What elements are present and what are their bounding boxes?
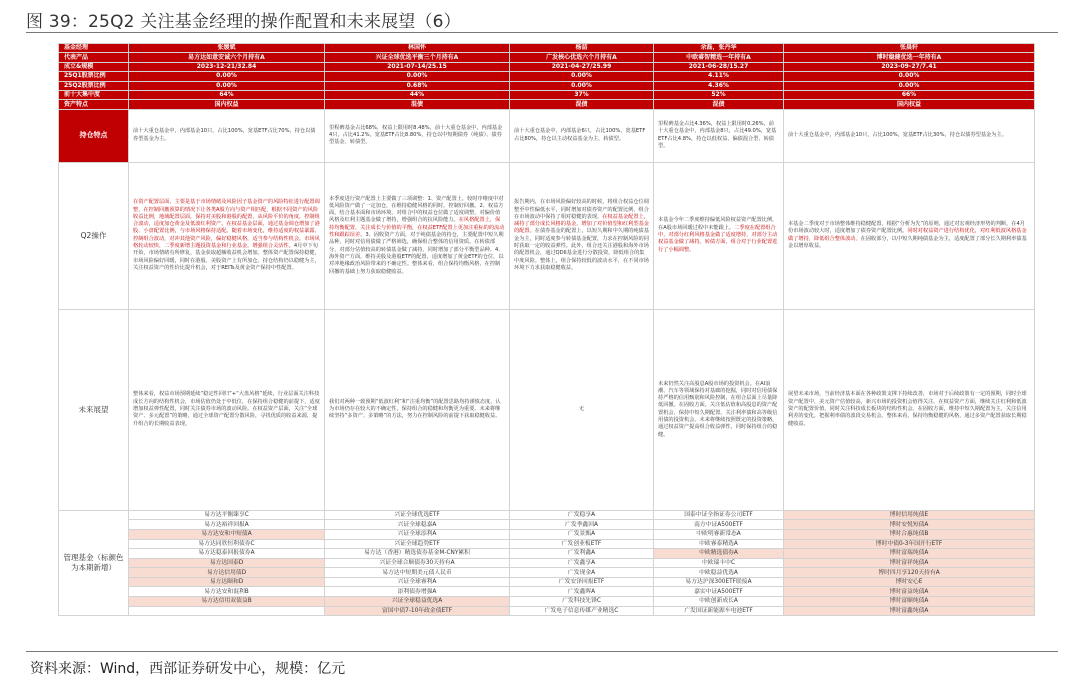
asset-feature-5: 国内权益 <box>784 100 1035 109</box>
managed-fund-2: 兴证全球睿利A <box>325 577 510 587</box>
figure-title: 图 39：25Q2 关注基金经理的操作配置和未来展望（6） <box>26 12 461 32</box>
asset-feature-3: 混债 <box>510 100 654 109</box>
bottom-divider <box>26 651 1058 652</box>
managed-fund-1: 易方达信用双债益B <box>129 597 325 607</box>
holding-feature-4: 里程碑基金占比4.36%，权益上限用时0.26%，前十大重仓基金中，内部基金8只，占比49.0%，宽基ETF占比4.8%，持仓以低权益、偏债混合型、转债型。 <box>654 109 784 162</box>
managed-fund-3: 广发鑫晖A <box>510 587 654 597</box>
manager-name-4: 余磊，张丹华 <box>654 44 784 53</box>
managed-fund-3: 广发景甄A <box>510 529 654 539</box>
outlook-2: 我们对两种一致预期“低波红利”和“注重均衡”的配置思路均持谨慎态度，认为市场仍存在较大的不确定性，保持组合的稳健和均衡更为重要。未来将继续坚持“多资产、多策略”的方法，努力在控制风险的前提下获取稳健收益。 <box>325 309 510 510</box>
q2-operation-text: 3、固收资产方面，对于纯债基金的持仓，主要配置中短久期品种，同时对信用债做了严格筛选，确保组合整体的信用资质。在转债部分，对部分估值较高的转债基金做了减持，同时增加了部分平衡型品种。4、海外资产方面，维持美股及港股ETF的配置，适度增加了黄金ETF的仓位，以对冲地缘政治风险带来的不确定性。整体来看，组合保持均衡风格，在控制回撤的基础上努力获取稳健收益。 <box>329 232 504 275</box>
outlook-3: 无 <box>510 309 654 510</box>
manager-name-3: 杨喆 <box>510 44 654 53</box>
outlook-4: 未来仍然关注高股息A股市场的投资机会。在AI浪潮、汽车等领域保持对基础的挖掘，同时对信用债保持严格的信用甄别和风险控制，在组合层面上尽量降低回撤。在固收方面，关注低估值和高股息的资产配置机会，保持中短久期配置，关注利率债和高等级信用债的投资机会。未来将继续按照既定的投资策略，通过权益资产提高组合收益弹性，同时保持组合的稳健。 <box>654 309 784 510</box>
header-row-asset-feature <box>59 100 1035 109</box>
managed-fund-5: 博时安悦短债A <box>784 520 1035 530</box>
managed-fund-2: 兴证全球稳嘉A <box>325 520 510 530</box>
managed-fund-4: 中欧睿泰精选A <box>654 539 784 549</box>
q1-stock-ratio-3: 0.00% <box>510 72 654 81</box>
managed-fund-5: 博时富瑞纯债A <box>784 549 1035 559</box>
managed-fund-row <box>59 587 1035 597</box>
product-name-3: 广发核心优选六个月持有A <box>510 53 654 62</box>
product-name-2: 兴证全球优选平衡三个月持有A <box>325 53 510 62</box>
managed-fund-2: 易方达中短期美元债人民币 <box>325 568 510 578</box>
manager-name-5: 张晨轩 <box>784 44 1035 53</box>
managed-fund-5: 博时中债0-3年国开行ETF <box>784 539 1035 549</box>
source-note: 资料来源：Wind，西部证券研发中心，规模：亿元 <box>30 661 346 677</box>
managed-fund-2: 易方达（香港）精选债券基金M-CNY累积 <box>325 549 510 559</box>
q2-operation-text: 在权益基金配置上，减持了部分成长风格的基金，增加了对价值型和红利型基金的配置。 <box>514 213 649 235</box>
managed-fund-3: 广发季鑫回A <box>510 520 654 530</box>
managed-fund-row <box>59 597 1035 607</box>
managed-fund-5: 博时富祥纯债A <box>784 558 1035 568</box>
q2-operation-text: 报告期内，在市场风险偏好较高的时候，将组合权益仓位调整至中性偏低水平，同时增加对债券资产的配置比例，组合在市场波动中保持了相对稳健的表现。 <box>514 199 649 220</box>
managed-fund-row <box>59 568 1035 578</box>
managed-fund-2: 兴证全球稳益优选A <box>325 597 510 607</box>
q2-operation-text: 4月中下旬开始，市场情绪有所修复，基金获取超额收益机会增加。整体资产配置保持稳健，市场风险偏好回暖，同时在港股、美股资产上有所加仓。持仓结构仍以稳健为主，关注权益资产的性价比提升机会，对于REITs及黄金资产保持中性配置。 <box>133 243 320 271</box>
header-row-top10-concentration <box>59 90 1035 99</box>
row-label-outlook: 未来展望 <box>59 309 129 510</box>
row-label-asset-feature: 资产特点 <box>59 100 129 109</box>
q2-operations-row <box>59 162 1035 309</box>
managed-fund-row <box>59 539 1035 549</box>
managed-fund-4: 易方达沪深300ETF联接A <box>654 577 784 587</box>
managed-fund-1: 易方达平衡臻享C <box>129 510 325 520</box>
managed-fund-1: 易方达安和中短债A <box>129 529 325 539</box>
row-label-product-name: 代表产品 <box>59 53 129 62</box>
q2-operation-text: 在风格配置上，保持均衡配置，关注成长与价值的平衡，在权益ETF配置上更加注重标的的流动性和跟踪误差。 <box>329 217 505 239</box>
managed-fund-1: 易方达信用债D <box>129 568 325 578</box>
q1-stock-ratio-4: 4.11% <box>654 72 784 81</box>
managed-fund-4: 中欧瑞丰中C <box>654 558 784 568</box>
managed-fund-row <box>59 577 1035 587</box>
manager-name-1: 张媛斌 <box>129 44 325 53</box>
header-row-product-name <box>59 53 1035 62</box>
inception-scale-3: 2021-04-27/25.99 <box>510 62 654 71</box>
asset-feature-2: 混债 <box>325 100 510 109</box>
managed-fund-row <box>59 606 1035 616</box>
outlook-row <box>59 309 1035 510</box>
row-label-q1-stock-ratio: 25Q1股票比例 <box>59 72 129 81</box>
managed-fund-5: 博时富益纯债A <box>784 587 1035 597</box>
q2-stock-ratio-2: 0.68% <box>325 81 510 90</box>
holding-feature-row <box>59 109 1035 162</box>
q2-operation-text: 二季度在配置组合中，对部分红利风格基金做了适度增持，对部分主动权益基金做了减持。 <box>658 224 778 246</box>
q2-operation-3 <box>510 162 654 309</box>
q2-operation-4 <box>654 162 784 309</box>
fund-manager-table-container <box>58 43 1034 616</box>
managed-fund-2: 兴证全球添利A <box>325 529 510 539</box>
managed-fund-4: 中欧精选债券A <box>654 549 784 559</box>
q2-operation-text: 在固收部分，以中短久期纯债基金为主，适度配置了部分长久期利率债基金以增厚收益。 <box>788 235 1027 250</box>
q2-operation-2 <box>325 162 510 309</box>
managed-fund-2: 添利债券增强A <box>325 587 510 597</box>
q2-operation-1 <box>129 162 325 309</box>
managed-fund-4: 南方中证A500ETF <box>654 520 784 530</box>
managed-fund-2: 兴证全球合顺债券30天持有A <box>325 558 510 568</box>
top10-concentration-4: 52% <box>654 90 784 99</box>
q2-stock-ratio-5: 0.00% <box>784 81 1035 90</box>
top10-concentration-2: 44% <box>325 90 510 99</box>
header-row-inception-scale <box>59 62 1035 71</box>
product-name-4: 中欧睿智精选一年持有A <box>654 53 784 62</box>
row-label-holding-feature: 持仓特点 <box>59 109 129 162</box>
holding-feature-1: 前十大重仓基金中，内部基金10只，占比100%，宽基ETF占比70%，持仓以债券型基金为主。 <box>129 109 325 162</box>
managed-fund-row <box>59 520 1035 530</box>
top10-concentration-1: 64% <box>129 90 325 99</box>
outlook-1: 整体来看，权益市场预期延续“稳定性回归”+“大盘风格”延续，行业层面关注科技成长方向的结构性机会，市场估值仍处于中低位，在保持组合稳健的前提下，适度增加权益弹性配置，同时关注债券市场的波动风险。在权益资产层面，关注“全球资产、多元配置”的策略，通过全球资产配置分散风险，寻找优质的收益来源，提升组合的长期收益表现。 <box>129 309 325 510</box>
q2-stock-ratio-1: 0.00% <box>129 81 325 90</box>
managed-fund-3: 广发利鑫A <box>510 549 654 559</box>
q2-operation-text: 在债券基金的配置上，以短久期和中久期的纯债基金为主，同时适度参与转债基金配置，力求在控制风险的同时获取一定的收益弹性。此外，组合还关注港股和海外市场的配置机会，通过QDII基金进行分散投资，降低组合的集中度风险。整体上，组合保持较低的波动水平，在不同市场环境下力求获取稳健收益。 <box>514 228 649 271</box>
q2-operation-text: 本基金二季度对于市场整体维持稳健配置，根据“分析为先”的原则，通过对宏观经济形势的判断，在4月份市场波动较大时，适度增加了债券资产配置比例。 <box>788 221 1025 235</box>
managed-fund-1 <box>129 606 325 616</box>
q1-stock-ratio-5: 0.00% <box>784 72 1035 81</box>
asset-feature-4: 混债 <box>654 100 784 109</box>
managed-fund-3: 广发安泽回报ETF <box>510 577 654 587</box>
manager-name-2: 林国怀 <box>325 44 510 53</box>
managed-fund-4: 广发国证新能源车电池ETF <box>654 606 784 616</box>
managed-fund-5: 博时富顺纯债A <box>784 597 1035 607</box>
row-label-inception-scale: 成立&规模 <box>59 62 129 71</box>
managed-fund-4: 国泰中证全指证券公司ETF <box>654 510 784 520</box>
q2-stock-ratio-4: 4.36% <box>654 81 784 90</box>
row-label-top10-concentration: 前十大集中度 <box>59 90 129 99</box>
managed-fund-2: 富国中债7-10年政金债ETF <box>325 606 510 616</box>
row-label-q2-stock-ratio: 25Q2股票比例 <box>59 81 129 90</box>
managed-fund-row <box>59 549 1035 559</box>
row-label-manager-name: 基金经理 <box>59 44 129 53</box>
product-name-5: 博时稳健优选一年持有A <box>784 53 1035 62</box>
managed-fund-2: 兴证全球优选ETF <box>325 510 510 520</box>
managed-fund-1: 易方达颐和D <box>129 577 325 587</box>
row-label-managed-funds: 管理基金（标颜色为本期新增） <box>59 510 129 616</box>
managed-fund-2: 兴证全球趋势ETF <box>325 539 510 549</box>
holding-feature-5: 前十大重仓基金中，内部基金10只，占比100%，宽基ETF占比30%，持仓以债券型基金为主。 <box>784 109 1035 162</box>
managed-fund-row <box>59 558 1035 568</box>
fund-manager-table <box>58 43 1035 616</box>
managed-fund-3: 广发科技先锋C <box>510 597 654 607</box>
managed-fund-3: 广发鑫享A <box>510 558 654 568</box>
top10-concentration-5: 66% <box>784 90 1035 99</box>
managed-fund-1: 易方达裕祥回报A <box>129 520 325 530</box>
managed-fund-5: 博时信用纯债E <box>784 510 1035 520</box>
product-name-1: 易方达如意安诚六个月持有A <box>129 53 325 62</box>
q2-operation-5 <box>784 162 1035 309</box>
outlook-5: 展望未来市场，当前经济基本面在各种政策支撑下持续改善，市场对于后续政策有一定的预期，同时全球资产配置中，美元资产估值较高，新兴市场的投资机会值得关注。在权益资产方面，继续关注红利和低波资产的配置价值，同时关注科技成长板块的结构性机会。在固收方面，维持中短久期配置为主，关注信用利差的变化，把握利率债的波段交易机会。整体来看，保持均衡稳健的风格，通过多资产配置获取长期稳健收益。 <box>784 309 1035 510</box>
header-row-q1-stock-ratio <box>59 72 1035 81</box>
inception-scale-2: 2021-07-14/25.15 <box>325 62 510 71</box>
managed-fund-4: 中欧明睿新常态A <box>654 529 784 539</box>
q2-operation-text: 本基金今年二季度维持偏低风险权益资产配置比例，在A股市场回暖过程中未能跟上。 <box>658 217 778 231</box>
header-row-manager-name <box>59 44 1035 53</box>
inception-scale-4: 2021-06-28/15.27 <box>654 62 784 71</box>
managed-fund-3: 广发稳享A <box>510 510 654 520</box>
managed-fund-3: 广发现金A <box>510 568 654 578</box>
inception-scale-5: 2023-09-27/7.41 <box>784 62 1035 71</box>
q2-operation-text: 转债方面，组合对于行业配置进行了小幅调整。 <box>658 239 778 253</box>
q2-stock-ratio-3: 0.00% <box>510 81 654 90</box>
inception-scale-1: 2023-12-21/32.84 <box>129 62 325 71</box>
q2-operation-text: 同时对权益资产进行结构优化，对红利低波风格基金做了增持，降低组合整体波动。 <box>788 228 1027 242</box>
managed-fund-5: 博时富鑫纯债A <box>784 606 1035 616</box>
title-divider <box>26 32 1058 33</box>
managed-fund-1: 易方达稳泰回报债券A <box>129 549 325 559</box>
managed-fund-4: 中欧创新成长A <box>654 597 784 607</box>
q1-stock-ratio-2: 0.00% <box>325 72 510 81</box>
managed-fund-4: 中欧稳益优选A <box>654 568 784 578</box>
managed-fund-3: 广发创业板ETF <box>510 539 654 549</box>
managed-fund-1: 易方达同欣恒利债券C <box>129 539 325 549</box>
managed-fund-4: 嘉实中证A500ETF <box>654 587 784 597</box>
q1-stock-ratio-1: 0.00% <box>129 72 325 81</box>
managed-fund-5: 博时合惠纯债B <box>784 529 1035 539</box>
row-label-q2-operations: Q2操作 <box>59 162 129 309</box>
q2-operation-text: 在资产配置层面，主要是基于市场情绪及风险因子基金资产的风险特征进行配置调整，在控制回撤预算的情况下让各类A股方向与资产相匹配，根据不同资产的风险收益比例，地域配置层面，保持对美股和港股的配置，从风险平价的角度，控制组合波动，适度加仓黄金及低波红利资产。在权益基金层面，通过基金调仓增加了港股、小盘配置比例，与市场风格保持适配。随着市场变化，维持适度的权益暴露，控制组合波动，对冲其他资产风险，偏好稳健风格，适当参与结构性机会。市场风格轮动较快，二季度新增主题投资基金和行业基金，增强组合灵活性。 <box>133 199 320 250</box>
q2-operation-text: 本季度进行资产配置上主要做了三项调整：1、资产配置上，较时序维度中对低风险资产做了一定加仓，在维持稳健风格的同时，控制好回撤。2、权益方面，结合基本面和市场环境，对组合中的权益仓位做了适度调整，对偏价值风格及红利主题基金做了增持，增强组合的抗风险能力。 <box>329 195 504 224</box>
managed-fund-1: 易方达国泰D <box>129 558 325 568</box>
managed-fund-1: 易方达安和混利B <box>129 587 325 597</box>
top10-concentration-3: 37% <box>510 90 654 99</box>
holding-feature-2: 里程碑基金占比68%，权益上限用时8.48%，前十大重仓基金中，内部基金4只，占比41.2%，宽基ETF占比8.80%，持仓以中短期债券（纯债）、债券型基金、转债型。 <box>325 109 510 162</box>
managed-fund-row <box>59 510 1035 520</box>
managed-fund-5: 博时安心E <box>784 577 1035 587</box>
holding-feature-3: 前十大重仓基金中，内部基金6只，占比100%，宽基ETF占比80%，持仓以主动权益基金为主，转债型。 <box>510 109 654 162</box>
managed-fund-3: 广发电子信息传媒产业精选C <box>510 606 654 616</box>
asset-feature-1: 国内权益 <box>129 100 325 109</box>
managed-fund-row <box>59 529 1035 539</box>
header-row-q2-stock-ratio <box>59 81 1035 90</box>
managed-fund-5: 博时四月享120天持有A <box>784 568 1035 578</box>
